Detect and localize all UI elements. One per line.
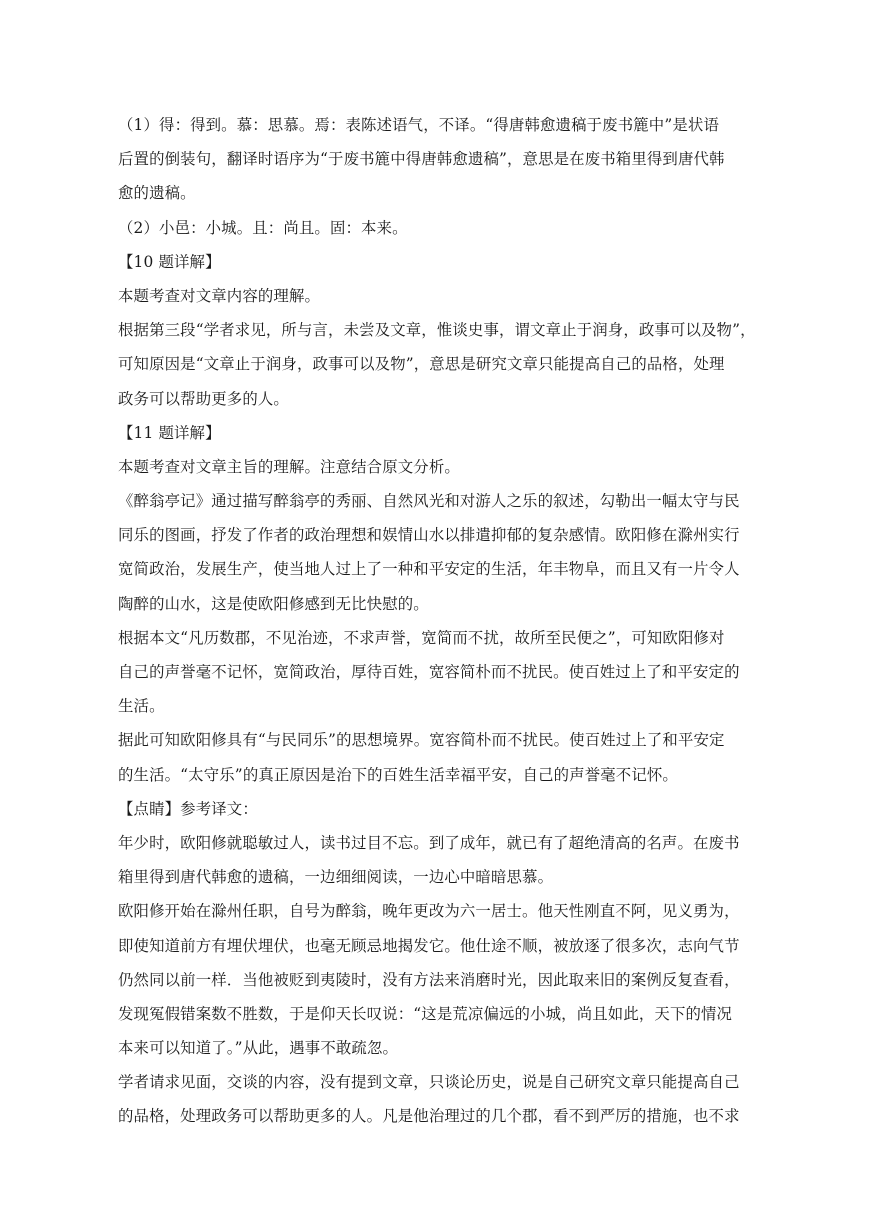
text-line-9: 政务可以帮助更多的人。 [118, 389, 289, 408]
text-line-7: 根据第三段“学者求见，所与言，未尝及文章，惟谈史事，谓文章止于润身，政事可以及物”， [118, 321, 756, 340]
section-heading-dianjing: 【点睛】参考译文： [118, 799, 258, 818]
text-line-30: 的品格，处理政务可以帮助更多的人。凡是他治理过的几个郡，看不到严厉的措施，也不求 [118, 1107, 740, 1126]
text-line-18: 生活。 [118, 697, 165, 716]
text-line-3: 愈的遗稿。 [118, 184, 196, 203]
section-heading-11: 【11 题详解】 [118, 423, 221, 442]
text-line-12: 《醉翁亭记》通过描写醉翁亭的秀丽、自然风光和对游人之乐的叙述，勾勒出一幅太守与民 [118, 492, 740, 511]
text-line-16: 根据本文“凡历数郡，不见治迹，不求声誉，宽简而不扰，故所至民便之”，可知欧阳修对 [118, 628, 725, 647]
text-line-13: 同乐的图画，抒发了作者的政治理想和娱情山水以排遣抑郁的复杂感情。欧阳修在滁州实行 [118, 526, 740, 545]
text-line-17: 自己的声誉毫不记怀，宽简政治，厚待百姓，宽容简朴而不扰民。使百姓过上了和平安定的 [118, 663, 740, 681]
text-line-25: 即使知道前方有埋伏埋伏，也毫无顾忌地揭发它。他仕途不顺，被放逐了很多次，志向气节 [118, 936, 740, 955]
text-line-22: 年少时，欧阳修就聪敏过人，读书过目不忘。到了成年，就已有了超绝清高的名声。在废书 [118, 833, 740, 852]
text-line-4: （2）小邑：小城。且：尚且。固：本来。 [118, 218, 408, 237]
text-line-2: 后置的倒装句，翻译时语序为“于废书簏中得唐韩愈遗稿”，意思是在废书箱里得到唐代韩 [118, 150, 725, 169]
text-line-11: 本题考查对文章主旨的理解。注意结合原文分析。 [118, 457, 460, 476]
text-line-26: 仍然同以前一样．当他被贬到夷陵时，没有方法来消磨时光，因此取来旧的案例反复查看， [118, 970, 740, 989]
text-line-1: （1）得：得到。慕：思慕。焉：表陈述语气，不译。“得唐韩愈遗稿于废书簏中”是状语 [118, 116, 719, 134]
text-line-19: 据此可知欧阳修具有“与民同乐”的思想境界。宽容简朴而不扰民。使百姓过上了和平安定 [118, 731, 725, 750]
text-line-24: 欧阳修开始在滁州任职，自号为醉翁，晚年更改为六一居士。他天性刚直不阿，见义勇为， [118, 902, 740, 921]
text-line-27: 发现冤假错案数不胜数，于是仰天长叹说：“这是荒凉偏远的小城，尚且如此，天下的情况 [118, 1004, 733, 1023]
section-heading-10: 【10 题详解】 [118, 252, 221, 271]
text-line-29: 学者请求见面，交谈的内容，没有提到文章，只谈论历史，说是自己研究文章只能提高自己 [118, 1073, 740, 1092]
text-line-28: 本来可以知道了。”从此，遇事不敢疏忽。 [118, 1039, 399, 1058]
text-line-20: 的生活。“太守乐”的真正原因是治下的百姓生活幸福平安，自己的声誉毫不记怀。 [118, 765, 678, 784]
text-line-23: 箱里得到唐代韩愈的遗稿，一边细细阅读，一边心中暗暗思慕。 [118, 868, 554, 887]
text-line-15: 陶醉的山水，这是使欧阳修感到无比快慰的。 [118, 594, 429, 613]
document-body [118, 108, 754, 1134]
text-line-8: 可知原因是“文章止于润身，政事可以及物”，意思是研究文章只能提高自己的品格，处理 [118, 355, 725, 374]
text-line-6: 本题考查对文章内容的理解。 [118, 286, 321, 305]
text-line-14: 宽简政治，发展生产，使当地人过上了一种和平安定的生活，年丰物阜，而且又有一片令人 [118, 560, 740, 579]
